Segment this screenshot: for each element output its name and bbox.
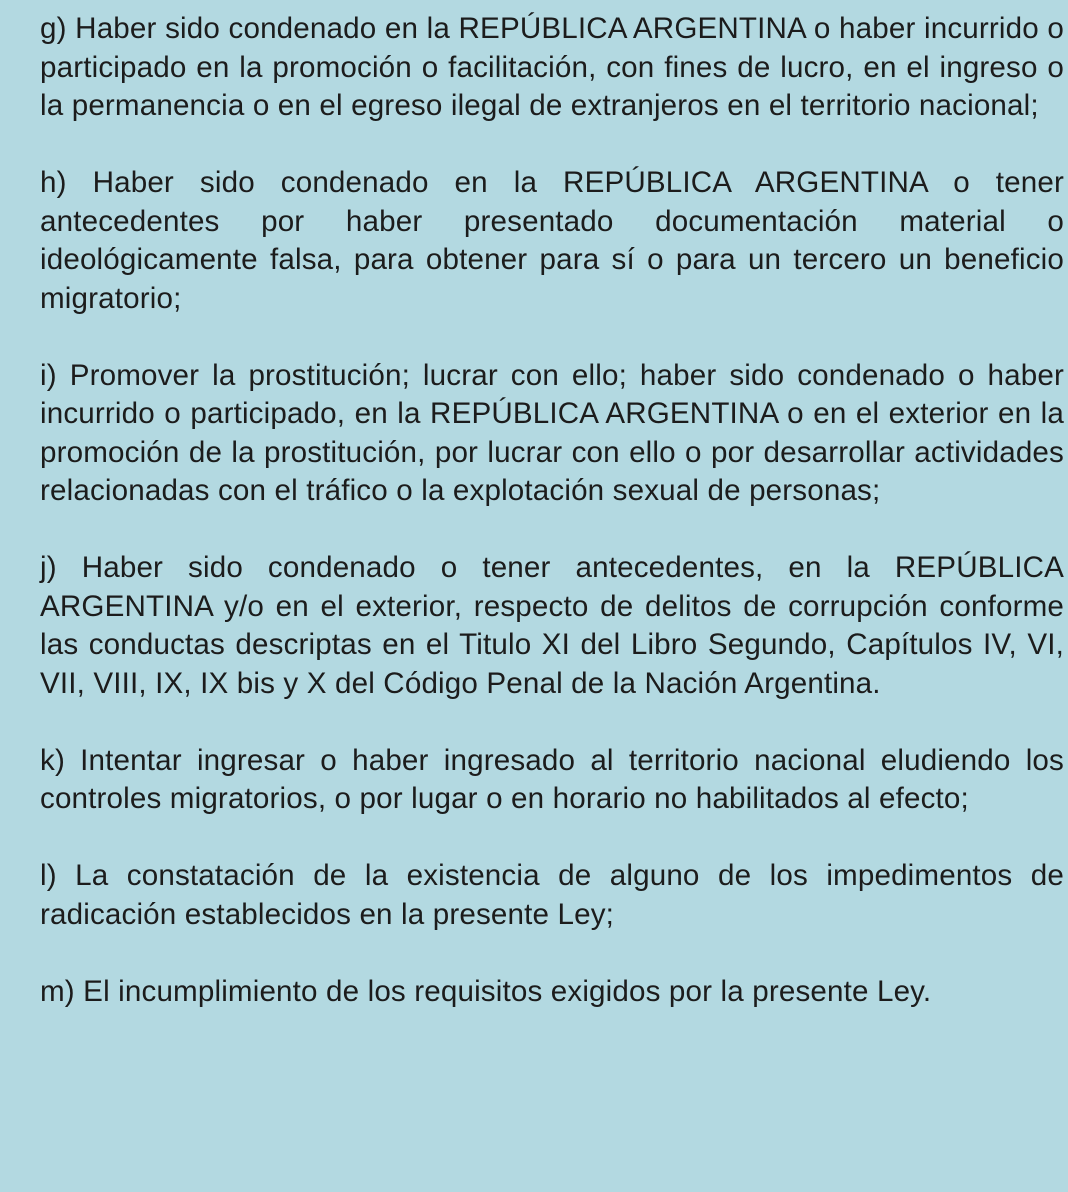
clause-m: m) El incumplimiento de los requisitos exigidos por la presente Ley.	[40, 974, 932, 1008]
clause-j: j) Haber sido condenado o tener antecedentes, en la REPÚBLICA ARGENTINA y/o en el exterior, respecto de delitos de corrupción conforme las conductas descriptas en el Titulo XI del Libro Segundo, Capítulos IV, VI, VII, VIII, IX, IX bis y X del Código Penal de la Nación Argentina.	[40, 551, 1064, 700]
clause-l: l) La constatación de la existencia de alguno de los impedimentos de radicación establecidos en la presente Ley;	[40, 859, 1064, 931]
clause-i: i) Promover la prostitución; lucrar con ello; haber sido condenado o haber incurrido o participado, en la REPÚBLICA ARGENTINA o en el exterior en la promoción de la prostitución, por lucrar con ello o por desarrollar actividades relacionadas con el tráfico o la explotación sexual de personas;	[40, 358, 1064, 507]
clause-h: h) Haber sido condenado en la REPÚBLICA ARGENTINA o tener antecedentes por haber presentado documentación material o ideológicamente falsa, para obtener para sí o para un tercero un beneficio migratorio;	[40, 166, 1064, 315]
clause-g: g) Haber sido condenado en la REPÚBLICA ARGENTINA o haber incurrido o participado en la promoción o facilitación, con fines de lucro, en el ingreso o la permanencia o en el egreso ilegal de extranjeros en el territorio nacional;	[40, 12, 1064, 122]
clause-k: k) Intentar ingresar o haber ingresado al territorio nacional eludiendo los controles migratorios, o por lugar o en horario no habilitados al efecto;	[40, 743, 1064, 815]
